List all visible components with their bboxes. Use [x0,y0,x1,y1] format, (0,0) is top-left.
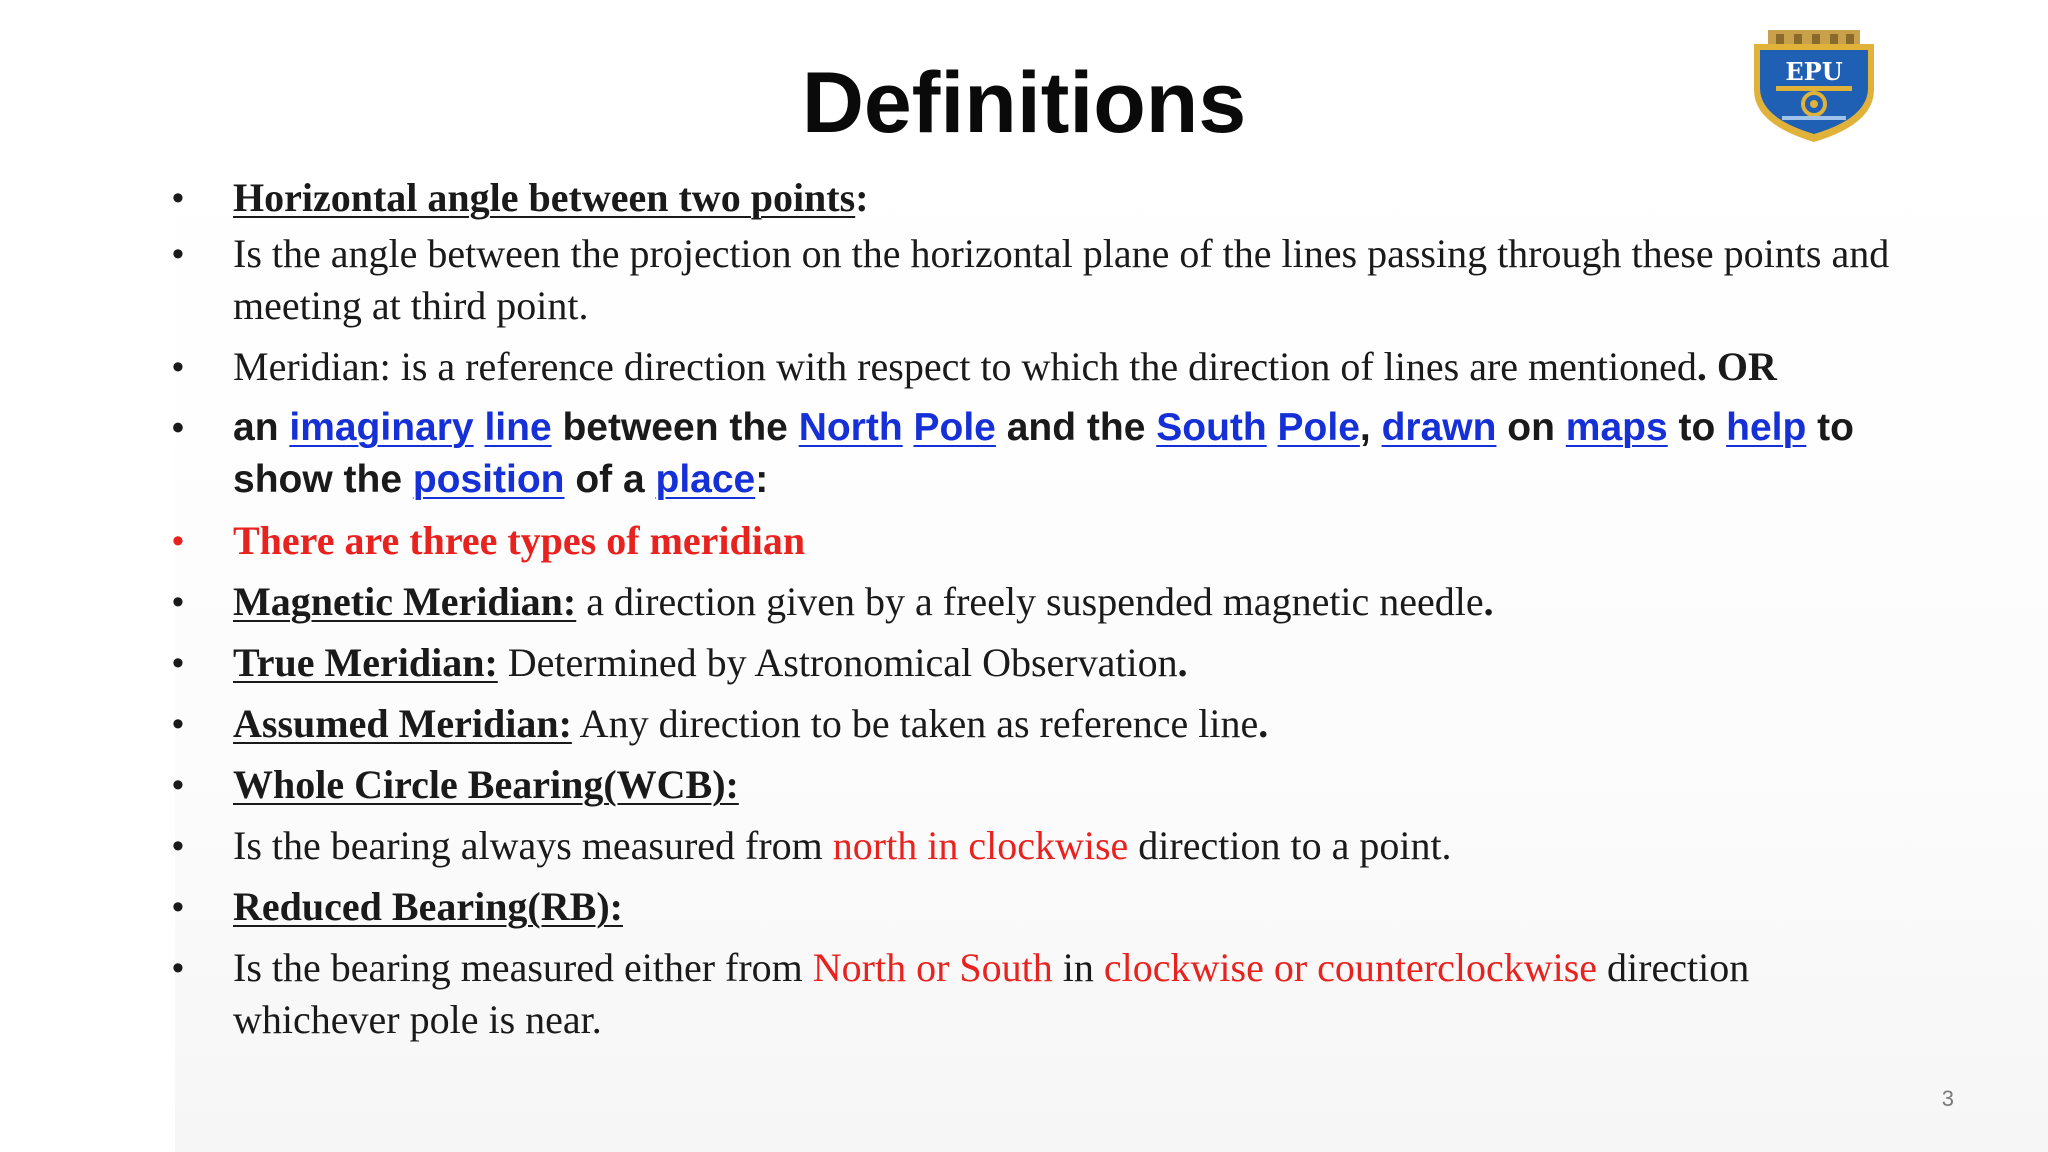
text-segment [474,406,485,449]
text-segment: direction whichever pole is near. [233,945,1750,1042]
text-segment: of a [564,458,656,501]
svg-text:EPU: EPU [1785,57,1843,86]
definitions-list [172,172,1912,1055]
term-reduced-bearing: Reduced Bearing(RB): [233,884,623,929]
text-segment: an [233,406,290,449]
list-item-horizontal-angle [172,172,1912,224]
assumed-meridian-definition: Any direction to be taken as reference line [571,701,1259,746]
link-position[interactable]: position [412,458,565,501]
bullet-icon: • [172,644,184,682]
university-logo [1746,28,1882,144]
term-true-meridian: True Meridian: [233,640,498,685]
list-item-true-meridian [172,637,1912,689]
link-north[interactable]: North [798,406,903,449]
bullet-icon: • [172,888,184,926]
term-assumed-meridian: Assumed Meridian: [233,701,572,746]
link-drawn[interactable]: drawn [1381,406,1497,449]
slide-title: Definitions [801,55,1247,151]
list-item-horizontal-angle-definition [172,228,1912,332]
horizontal-angle-definition: Is the angle between the projection on the horizontal plane of the lines passing through these points and meeting at third point. [233,231,1890,328]
period: . [1483,579,1494,624]
meridian-definition: Meridian: is a reference direction with respect to which the direction of lines are mentioned [233,344,1697,389]
list-item-magnetic-meridian [172,576,1912,628]
link-maps[interactable]: maps [1565,406,1668,449]
text-segment [903,406,914,449]
term-colon: : [855,175,869,220]
rb-emphasis-north-south: North or South [812,945,1053,990]
text-segment: and the [995,406,1157,449]
period: . [1177,640,1188,685]
term-horizontal-angle: Horizontal angle between two points [233,175,856,220]
list-item-meridian [172,341,1912,393]
list-item-assumed-meridian [172,698,1912,750]
bullet-icon: • [172,949,184,987]
bullet-icon: • [172,766,184,804]
bullet-icon: • [172,409,184,447]
bullet-icon: • [172,179,184,217]
bullet-icon: • [172,827,184,865]
link-south[interactable]: South [1156,406,1267,449]
link-imaginary[interactable]: imaginary [289,406,474,449]
text-segment: to show the [233,406,1854,501]
text-segment: in [1052,945,1104,990]
list-item-wcb [172,759,1912,811]
meridian-or: . OR [1696,344,1777,389]
list-item-rb-definition [172,942,1912,1046]
bullet-icon: • [172,235,184,273]
wcb-emphasis: north in clockwise [832,823,1129,868]
link-line[interactable]: line [484,406,552,449]
term-whole-circle-bearing: Whole Circle Bearing(WCB): [233,762,739,807]
text-segment: Is the bearing measured either from [233,945,813,990]
period: . [1258,701,1269,746]
page-number: 3 [1941,1086,1954,1111]
list-item-meridian-types [172,515,1912,567]
link-place[interactable]: place [655,458,756,501]
text-segment [1267,406,1278,449]
list-item-meridian-alt [172,402,1912,506]
text-segment: on [1496,406,1566,449]
text-segment: , [1359,406,1382,449]
text-segment: direction to a point. [1128,823,1452,868]
link-help[interactable]: help [1726,406,1807,449]
list-item-rb [172,881,1912,933]
bullet-icon: • [172,522,184,560]
term-magnetic-meridian: Magnetic Meridian: [233,579,577,624]
link-pole-north[interactable]: Pole [913,406,996,449]
bullet-icon: • [172,583,184,621]
text-segment: to [1667,406,1727,449]
rb-emphasis-direction: clockwise or counterclockwise [1103,945,1598,990]
link-pole-south[interactable]: Pole [1277,406,1360,449]
text-segment: : [755,458,769,501]
text-segment: Is the bearing always measured from [233,823,833,868]
true-meridian-definition: Determined by Astronomical Observation [497,640,1178,685]
meridian-types-heading: There are three types of meridian [233,518,806,563]
list-item-wcb-definition [172,820,1912,872]
bullet-icon: • [172,348,184,386]
text-segment: between the [551,406,799,449]
bullet-icon: • [172,705,184,743]
magnetic-meridian-definition: a direction given by a freely suspended magnetic needle [576,579,1484,624]
